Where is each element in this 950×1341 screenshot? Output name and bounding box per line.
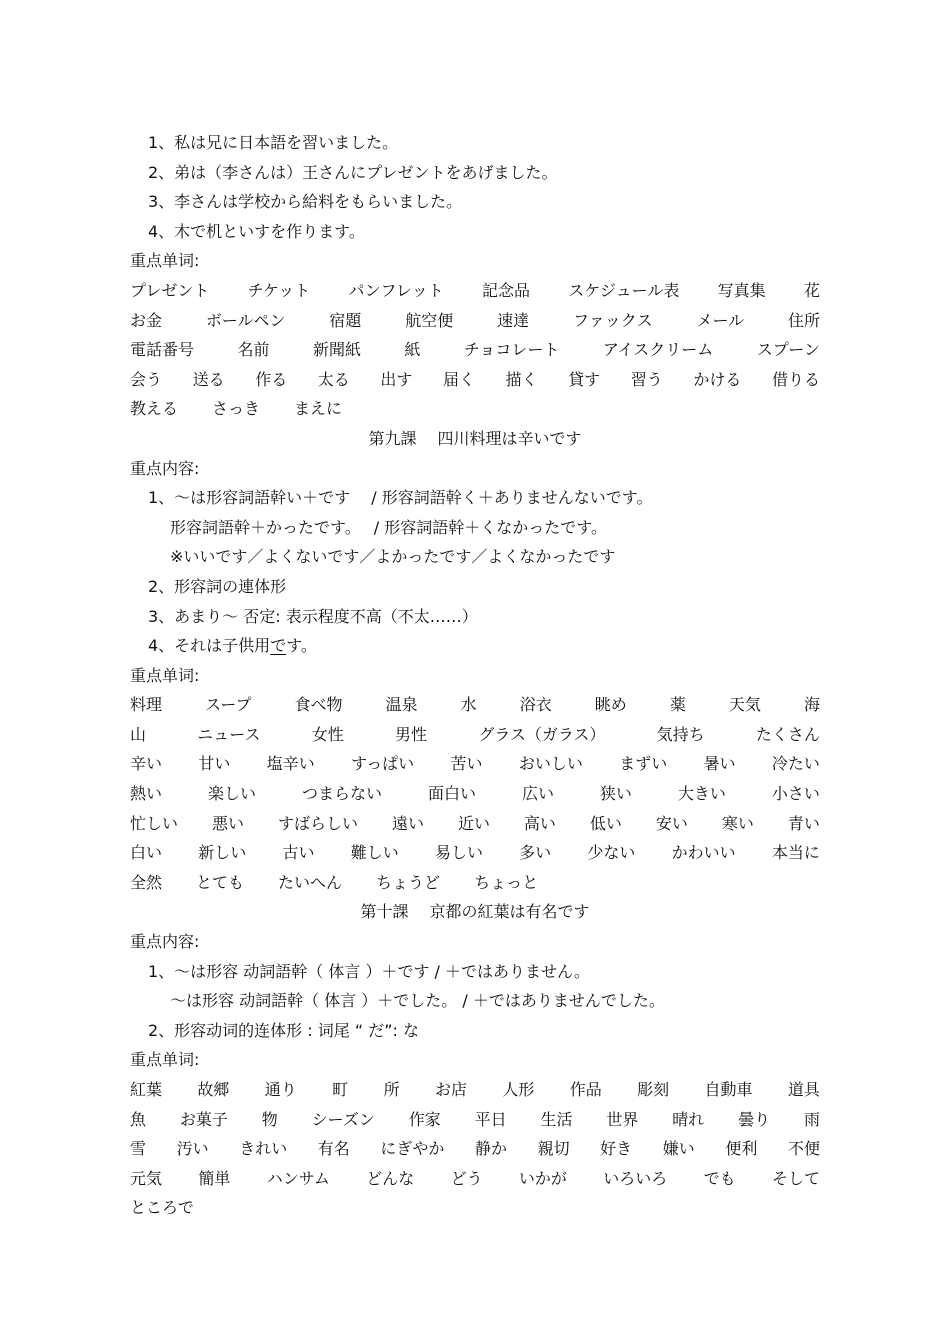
vocab-word: まえに (294, 399, 343, 419)
vocab-word: 親切 (537, 1139, 570, 1159)
vocab-word: すばらしい (277, 813, 358, 833)
vocab-heading: 重点单词: (130, 665, 200, 685)
vocab-word: かける (693, 369, 742, 389)
vocab-word: 通り (264, 1080, 297, 1099)
vocab-word: 貸す (568, 369, 601, 389)
vocab-word: でも (703, 1168, 736, 1188)
vocab-word: どう (450, 1168, 483, 1188)
vocab-word: 眺め (594, 695, 627, 715)
vocab-word: 苦い (450, 754, 483, 774)
vocab-word: いかが (518, 1168, 567, 1188)
vocab-row (130, 720, 820, 750)
vocab-row (130, 276, 820, 306)
vocab-word: 嫌い (662, 1139, 695, 1159)
point-line (130, 631, 820, 661)
lesson-title: 第十課 京都の紅葉は有名です (360, 902, 590, 922)
vocab-word: グラス（ガラス） (478, 724, 606, 744)
point-text: す。 (286, 636, 317, 656)
vocab-word: 太る (317, 369, 350, 389)
vocab-row (130, 394, 820, 424)
point-line: 1、〜は形容 动詞語幹（ 体言 ）＋です / ＋ではありません。 (148, 961, 590, 981)
vocab-word: アイスクリーム (602, 340, 714, 360)
vocab-word: 温泉 (385, 695, 418, 715)
vocab-word: 物 (261, 1109, 278, 1129)
vocab-word: 熱い (130, 784, 163, 804)
vocab-word: チケット (247, 280, 311, 300)
vocab-word: たいへん (278, 872, 343, 892)
vocab-word: ニュース (197, 724, 261, 744)
vocab-word: 海 (803, 695, 820, 715)
vocab-word: 気持ち (656, 724, 705, 744)
vocab-word: スープ (205, 695, 252, 715)
vocab-word: 山 (130, 724, 147, 744)
vocab-word: 自動車 (704, 1080, 753, 1099)
vocab-word: 汚い (176, 1139, 209, 1159)
vocab-word: おいしい (518, 754, 583, 774)
vocab-word: 食べ物 (294, 695, 343, 715)
vocab-word: 魚 (130, 1109, 147, 1129)
vocab-word: 彫刻 (637, 1080, 670, 1099)
vocab-word: スプーン (756, 340, 820, 360)
point-line: 3、李さんは学校から給料をもらいました。 (148, 192, 463, 212)
vocab-row (130, 809, 820, 839)
vocab-word: 忙しい (130, 813, 179, 833)
vocab-word: にぎやか (380, 1139, 445, 1159)
vocab-word: 簡単 (198, 1168, 231, 1188)
vocab-word: つまらない (301, 784, 382, 804)
vocab-word: 送る (192, 369, 225, 389)
vocab-word: 世界 (606, 1109, 639, 1129)
vocab-word: 出す (380, 369, 413, 389)
vocab-word: 雨 (803, 1109, 820, 1129)
point-line: 2、形容动词的连体形 : 词尾 “ だ”: な (148, 1020, 419, 1040)
vocab-word: 寒い (721, 813, 754, 833)
vocab-word: 冷たい (771, 754, 820, 774)
vocab-word: 作品 (569, 1080, 602, 1099)
vocab-word: 紅葉 (130, 1080, 163, 1099)
vocab-word: ファックス (573, 310, 653, 330)
point-line: 2、弟は（李さんは）王さんにプレゼントをあげました。 (148, 162, 558, 182)
vocab-row (130, 690, 820, 720)
vocab-word: 料理 (130, 695, 163, 715)
vocab-word: 静か (474, 1139, 507, 1159)
point-text: 4、それは子供用 (148, 636, 271, 656)
content-heading: 重点内容: (130, 458, 200, 478)
vocab-word: チョコレート (463, 340, 560, 360)
vocab-block (130, 690, 820, 897)
vocab-word: 薬 (669, 695, 686, 715)
vocab-word: 不便 (787, 1139, 820, 1159)
vocab-row (130, 365, 820, 395)
vocab-word: 名前 (237, 340, 270, 360)
lesson-title: 第九課 四川料理は辛いです (368, 428, 582, 448)
vocab-word: 面白い (427, 784, 476, 804)
content-heading: 重点内容: (130, 932, 200, 952)
vocab-word: 写真集 (717, 280, 766, 300)
vocab-row (130, 1075, 820, 1105)
vocab-word: 大きい (677, 784, 726, 804)
vocab-word: スケジュール表 (568, 280, 680, 300)
vocab-word: 町 (332, 1080, 349, 1099)
vocab-heading: 重点单词: (130, 1050, 200, 1070)
vocab-word: 借りる (771, 369, 820, 389)
vocab-word: 作家 (408, 1109, 441, 1129)
vocab-word: 便利 (725, 1139, 758, 1159)
vocab-word: 元気 (130, 1168, 163, 1188)
vocab-word: 狭い (599, 784, 632, 804)
vocab-word: 小さい (771, 784, 820, 804)
point-line: 3、あまり〜 否定: 表示程度不高（不太……） (148, 606, 478, 626)
vocab-word: 作る (255, 369, 288, 389)
vocab-heading: 重点单词: (130, 251, 200, 271)
vocab-word: 低い (589, 813, 622, 833)
vocab-word: 少ない (587, 843, 636, 863)
vocab-word: 教える (130, 399, 179, 419)
vocab-word: 楽しい (207, 784, 256, 804)
vocab-word: メール (696, 310, 745, 330)
vocab-row (130, 1105, 820, 1135)
vocab-word: 届く (442, 369, 475, 389)
vocab-word: すっぱい (351, 754, 415, 774)
vocab-word: 所 (383, 1080, 400, 1099)
vocab-row (130, 335, 820, 365)
point-line: 1、〜は形容詞語幹い＋です / 形容詞語幹く＋ありませんないです。 (148, 488, 653, 508)
vocab-word: 浴衣 (519, 695, 552, 715)
vocab-word: 塩辛い (266, 754, 315, 774)
vocab-word: 難しい (350, 843, 399, 863)
vocab-word: ところで (130, 1198, 194, 1218)
point-line: 2、形容詞の連体形 (148, 576, 287, 596)
vocab-word: 女性 (311, 724, 344, 744)
vocab-row (130, 1193, 820, 1223)
vocab-word: 描く (505, 369, 538, 389)
vocab-word: お金 (130, 310, 163, 330)
vocab-word: たくさん (755, 724, 820, 744)
vocab-word: 道具 (787, 1080, 820, 1099)
vocab-word: 近い (457, 813, 490, 833)
vocab-word: 晴れ (672, 1109, 705, 1129)
vocab-word: 故郷 (197, 1080, 230, 1099)
document-body (130, 128, 820, 1223)
vocab-word: 記念品 (481, 280, 530, 300)
vocab-word: 男性 (395, 724, 428, 744)
point-subline: ※いいです／よくないです／よかったです／よくなかったです (170, 547, 616, 567)
vocab-word: 甘い (198, 754, 231, 774)
vocab-word: 雪 (130, 1139, 147, 1159)
vocab-word: 好き (600, 1139, 633, 1159)
vocab-word: 悪い (211, 813, 244, 833)
vocab-word: 天気 (728, 695, 761, 715)
vocab-word: 本当に (771, 843, 820, 863)
vocab-word: 暑い (703, 754, 736, 774)
vocab-word: 習う (630, 369, 663, 389)
point-subline: 形容詞語幹＋かったです。 / 形容詞語幹＋くなかったです。 (170, 517, 608, 537)
vocab-word: 安い (655, 813, 688, 833)
vocab-word: 新しい (198, 843, 247, 863)
vocab-word: とても (196, 872, 245, 892)
vocab-word: 速達 (497, 310, 530, 330)
point-subline: 〜は形容 动詞語幹（ 体言 ）＋でした。 / ＋ではありませんでした。 (170, 991, 665, 1011)
vocab-row (130, 838, 820, 868)
vocab-word: 古い (282, 843, 315, 863)
vocab-word: パンフレット (348, 280, 444, 300)
vocab-word: 全然 (130, 872, 163, 892)
vocab-block (130, 276, 820, 424)
vocab-word: 水 (460, 695, 477, 715)
vocab-word: 有名 (317, 1139, 350, 1159)
vocab-word: いろいろ (603, 1168, 668, 1188)
vocab-word: 高い (523, 813, 556, 833)
vocab-word: プレゼント (130, 280, 210, 300)
vocab-word: 電話番号 (130, 340, 195, 360)
point-line: 4、木で机といすを作ります。 (148, 221, 365, 241)
vocab-word: ハンサム (266, 1168, 330, 1188)
vocab-word: お菓子 (179, 1109, 228, 1129)
vocab-word: きれい (239, 1139, 288, 1159)
vocab-word: まずい (619, 754, 668, 774)
vocab-block (130, 1075, 820, 1223)
vocab-row (130, 306, 820, 336)
vocab-word: さっき (212, 399, 261, 419)
vocab-word: 航空便 (405, 310, 454, 330)
vocab-word: ちょっと (474, 872, 539, 892)
vocab-word: 生活 (540, 1109, 573, 1129)
vocab-word: 花 (803, 280, 820, 300)
vocab-word: 新聞紙 (312, 340, 361, 360)
vocab-word: お店 (434, 1080, 467, 1099)
vocab-word: 易しい (434, 843, 483, 863)
vocab-word: 曇り (738, 1109, 771, 1129)
underlined-text: で (270, 636, 287, 656)
vocab-word: ボールペン (205, 310, 286, 330)
vocab-word: 平日 (474, 1109, 507, 1129)
vocab-word: シーズン (311, 1109, 375, 1129)
vocab-word: ちょうど (376, 872, 441, 892)
vocab-row (130, 779, 820, 809)
vocab-word: 辛い (130, 754, 163, 774)
vocab-row (130, 868, 820, 898)
vocab-word: 遠い (391, 813, 424, 833)
vocab-word: どんな (366, 1168, 415, 1188)
vocab-row (130, 749, 820, 779)
vocab-word: 宿題 (329, 310, 362, 330)
vocab-row (130, 1134, 820, 1164)
point-line: 1、私は兄に日本語を習いました。 (148, 133, 399, 152)
vocab-word: 多い (519, 843, 552, 863)
vocab-word: 住所 (787, 310, 820, 330)
vocab-word: 人形 (502, 1080, 535, 1099)
vocab-word: 紙 (404, 340, 421, 360)
vocab-word: かわいい (671, 843, 736, 863)
vocab-word: 会う (130, 369, 163, 389)
vocab-word: 広い (521, 784, 554, 804)
vocab-word: そして (771, 1168, 820, 1188)
vocab-word: 白い (130, 843, 163, 863)
vocab-row (130, 1164, 820, 1194)
vocab-word: 青い (787, 813, 820, 833)
